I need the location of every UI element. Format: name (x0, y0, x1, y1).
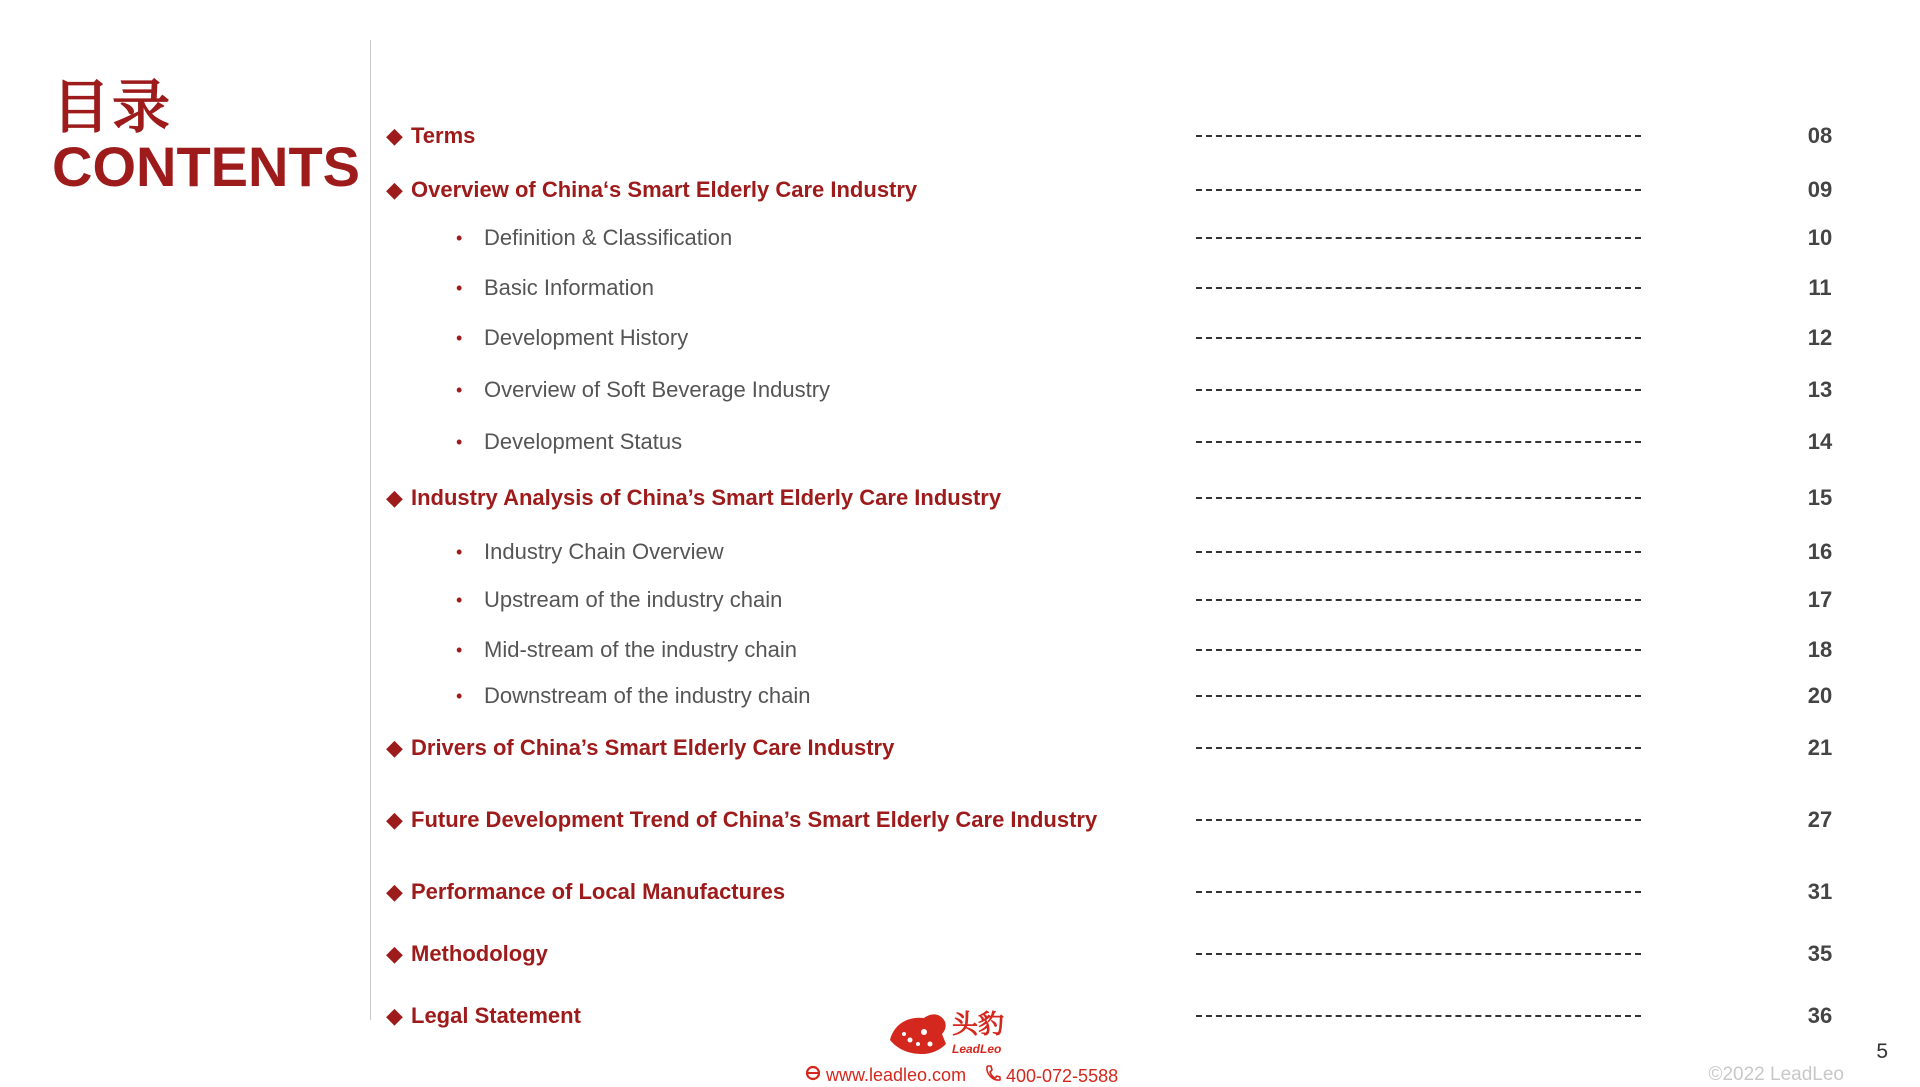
phone-text: 400-072-5588 (1006, 1066, 1119, 1086)
dotted-leader (1196, 819, 1641, 821)
toc-section-row[interactable] (0, 800, 1920, 840)
dotted-leader (1196, 497, 1641, 499)
bullet-icon: • (456, 278, 463, 298)
toc-label: Future Development Trend of China’s Smart Elderly Care Industry (411, 807, 1098, 832)
toc-label: Overview of Soft Beverage Industry (484, 377, 831, 402)
dotted-leader (1196, 441, 1641, 443)
toc-label: Legal Statement (411, 1003, 581, 1028)
bullet-icon: • (456, 590, 463, 610)
bullet-icon: • (456, 542, 463, 562)
logo-text-chinese: 头豹 (952, 1010, 1005, 1040)
toc-page-number: 13 (1807, 377, 1833, 402)
logo-text-english: LeadLeo (952, 1042, 1002, 1056)
toc-page-number: 36 (1807, 1003, 1833, 1028)
dotted-leader (1196, 1015, 1641, 1017)
toc-page-number: 27 (1807, 807, 1833, 832)
dotted-leader (1196, 337, 1641, 339)
bullet-icon: • (456, 432, 463, 452)
toc-label: Mid-stream of the industry chain (484, 637, 798, 662)
toc-label: Development History (484, 325, 689, 350)
diamond-icon: ◆ (386, 879, 403, 904)
dotted-leader (1196, 389, 1641, 391)
toc-section-row[interactable] (0, 934, 1920, 974)
diamond-icon: ◆ (386, 177, 403, 202)
dotted-leader (1196, 551, 1641, 553)
toc-label: Definition & Classification (484, 225, 733, 250)
toc-label: Basic Information (484, 275, 654, 300)
dotted-leader (1196, 953, 1641, 955)
page-number: 5 (1876, 1040, 1888, 1063)
toc-subsection-row[interactable] (0, 218, 1920, 258)
toc-section-row[interactable] (0, 116, 1920, 156)
toc-page-number: 10 (1807, 225, 1833, 250)
toc-label: Development Status (484, 429, 683, 454)
dotted-leader (1196, 695, 1641, 697)
title-english: CONTENTS (52, 135, 360, 198)
toc-page-number: 11 (1808, 275, 1832, 300)
toc-page-number: 20 (1807, 683, 1833, 708)
diamond-icon: ◆ (386, 485, 403, 510)
toc-page-number: 08 (1807, 123, 1833, 148)
phone-link[interactable] (984, 1064, 1118, 1087)
toc-label: Methodology (411, 941, 548, 966)
toc-subsection-row[interactable] (0, 532, 1920, 572)
bullet-icon: • (456, 228, 463, 248)
dotted-leader (1196, 189, 1641, 191)
toc-label: Industry Analysis of China’s Smart Elderly Care Industry (411, 485, 1002, 510)
diamond-icon: ◆ (386, 941, 403, 966)
website-link[interactable] (804, 1064, 966, 1086)
toc-page-number: 21 (1807, 735, 1833, 760)
toc-subsection-row[interactable] (0, 370, 1920, 410)
dotted-leader (1196, 649, 1641, 651)
toc-page-number: 12 (1807, 325, 1833, 350)
dotted-leader (1196, 747, 1641, 749)
dotted-leader (1196, 599, 1641, 601)
toc-label: Industry Chain Overview (484, 539, 724, 564)
ie-icon (804, 1064, 822, 1086)
bullet-icon: • (456, 640, 463, 660)
bullet-icon: • (456, 380, 463, 400)
phone-icon (984, 1064, 1002, 1087)
toc-label: Upstream of the industry chain (484, 587, 783, 612)
dotted-leader (1196, 891, 1641, 893)
copyright: ©2022 LeadLeo (1708, 1064, 1844, 1085)
toc-label: Terms (411, 123, 476, 148)
diamond-icon: ◆ (386, 1003, 403, 1028)
toc-subsection-row[interactable] (0, 630, 1920, 670)
website-text: www.leadleo.com (826, 1065, 967, 1085)
toc-subsection-row[interactable] (0, 268, 1920, 308)
dotted-leader (1196, 287, 1641, 289)
diamond-icon: ◆ (386, 735, 403, 760)
toc-label: Overview of China‘s Smart Elderly Care Industry (411, 177, 918, 202)
title-chinese: 目录 (52, 73, 173, 141)
toc-label: Downstream of the industry chain (484, 683, 811, 708)
dotted-leader (1196, 237, 1641, 239)
toc-subsection-row[interactable] (0, 580, 1920, 620)
toc-label: Drivers of China’s Smart Elderly Care Industry (411, 735, 895, 760)
toc-label: Performance of Local Manufactures (411, 879, 786, 904)
bullet-icon: • (456, 686, 463, 706)
toc-page-number: 15 (1807, 485, 1833, 510)
toc-section-row[interactable] (0, 170, 1920, 210)
toc-page-number: 16 (1807, 539, 1833, 564)
toc-page-number: 17 (1807, 587, 1833, 612)
toc-subsection-row[interactable] (0, 676, 1920, 716)
toc-section-row[interactable] (0, 478, 1920, 518)
toc-page-number: 31 (1807, 879, 1833, 904)
diamond-icon: ◆ (386, 807, 403, 832)
toc-subsection-row[interactable] (0, 422, 1920, 462)
dotted-leader (1196, 135, 1641, 137)
toc-subsection-row[interactable] (0, 318, 1920, 358)
toc-section-row[interactable] (0, 728, 1920, 768)
diamond-icon: ◆ (386, 123, 403, 148)
toc-page-number: 14 (1807, 429, 1833, 454)
toc-page-number: 09 (1807, 177, 1833, 202)
toc-section-row[interactable] (0, 872, 1920, 912)
toc-page-number: 18 (1807, 637, 1833, 662)
toc-page-number: 35 (1807, 941, 1833, 966)
bullet-icon: • (456, 328, 463, 348)
